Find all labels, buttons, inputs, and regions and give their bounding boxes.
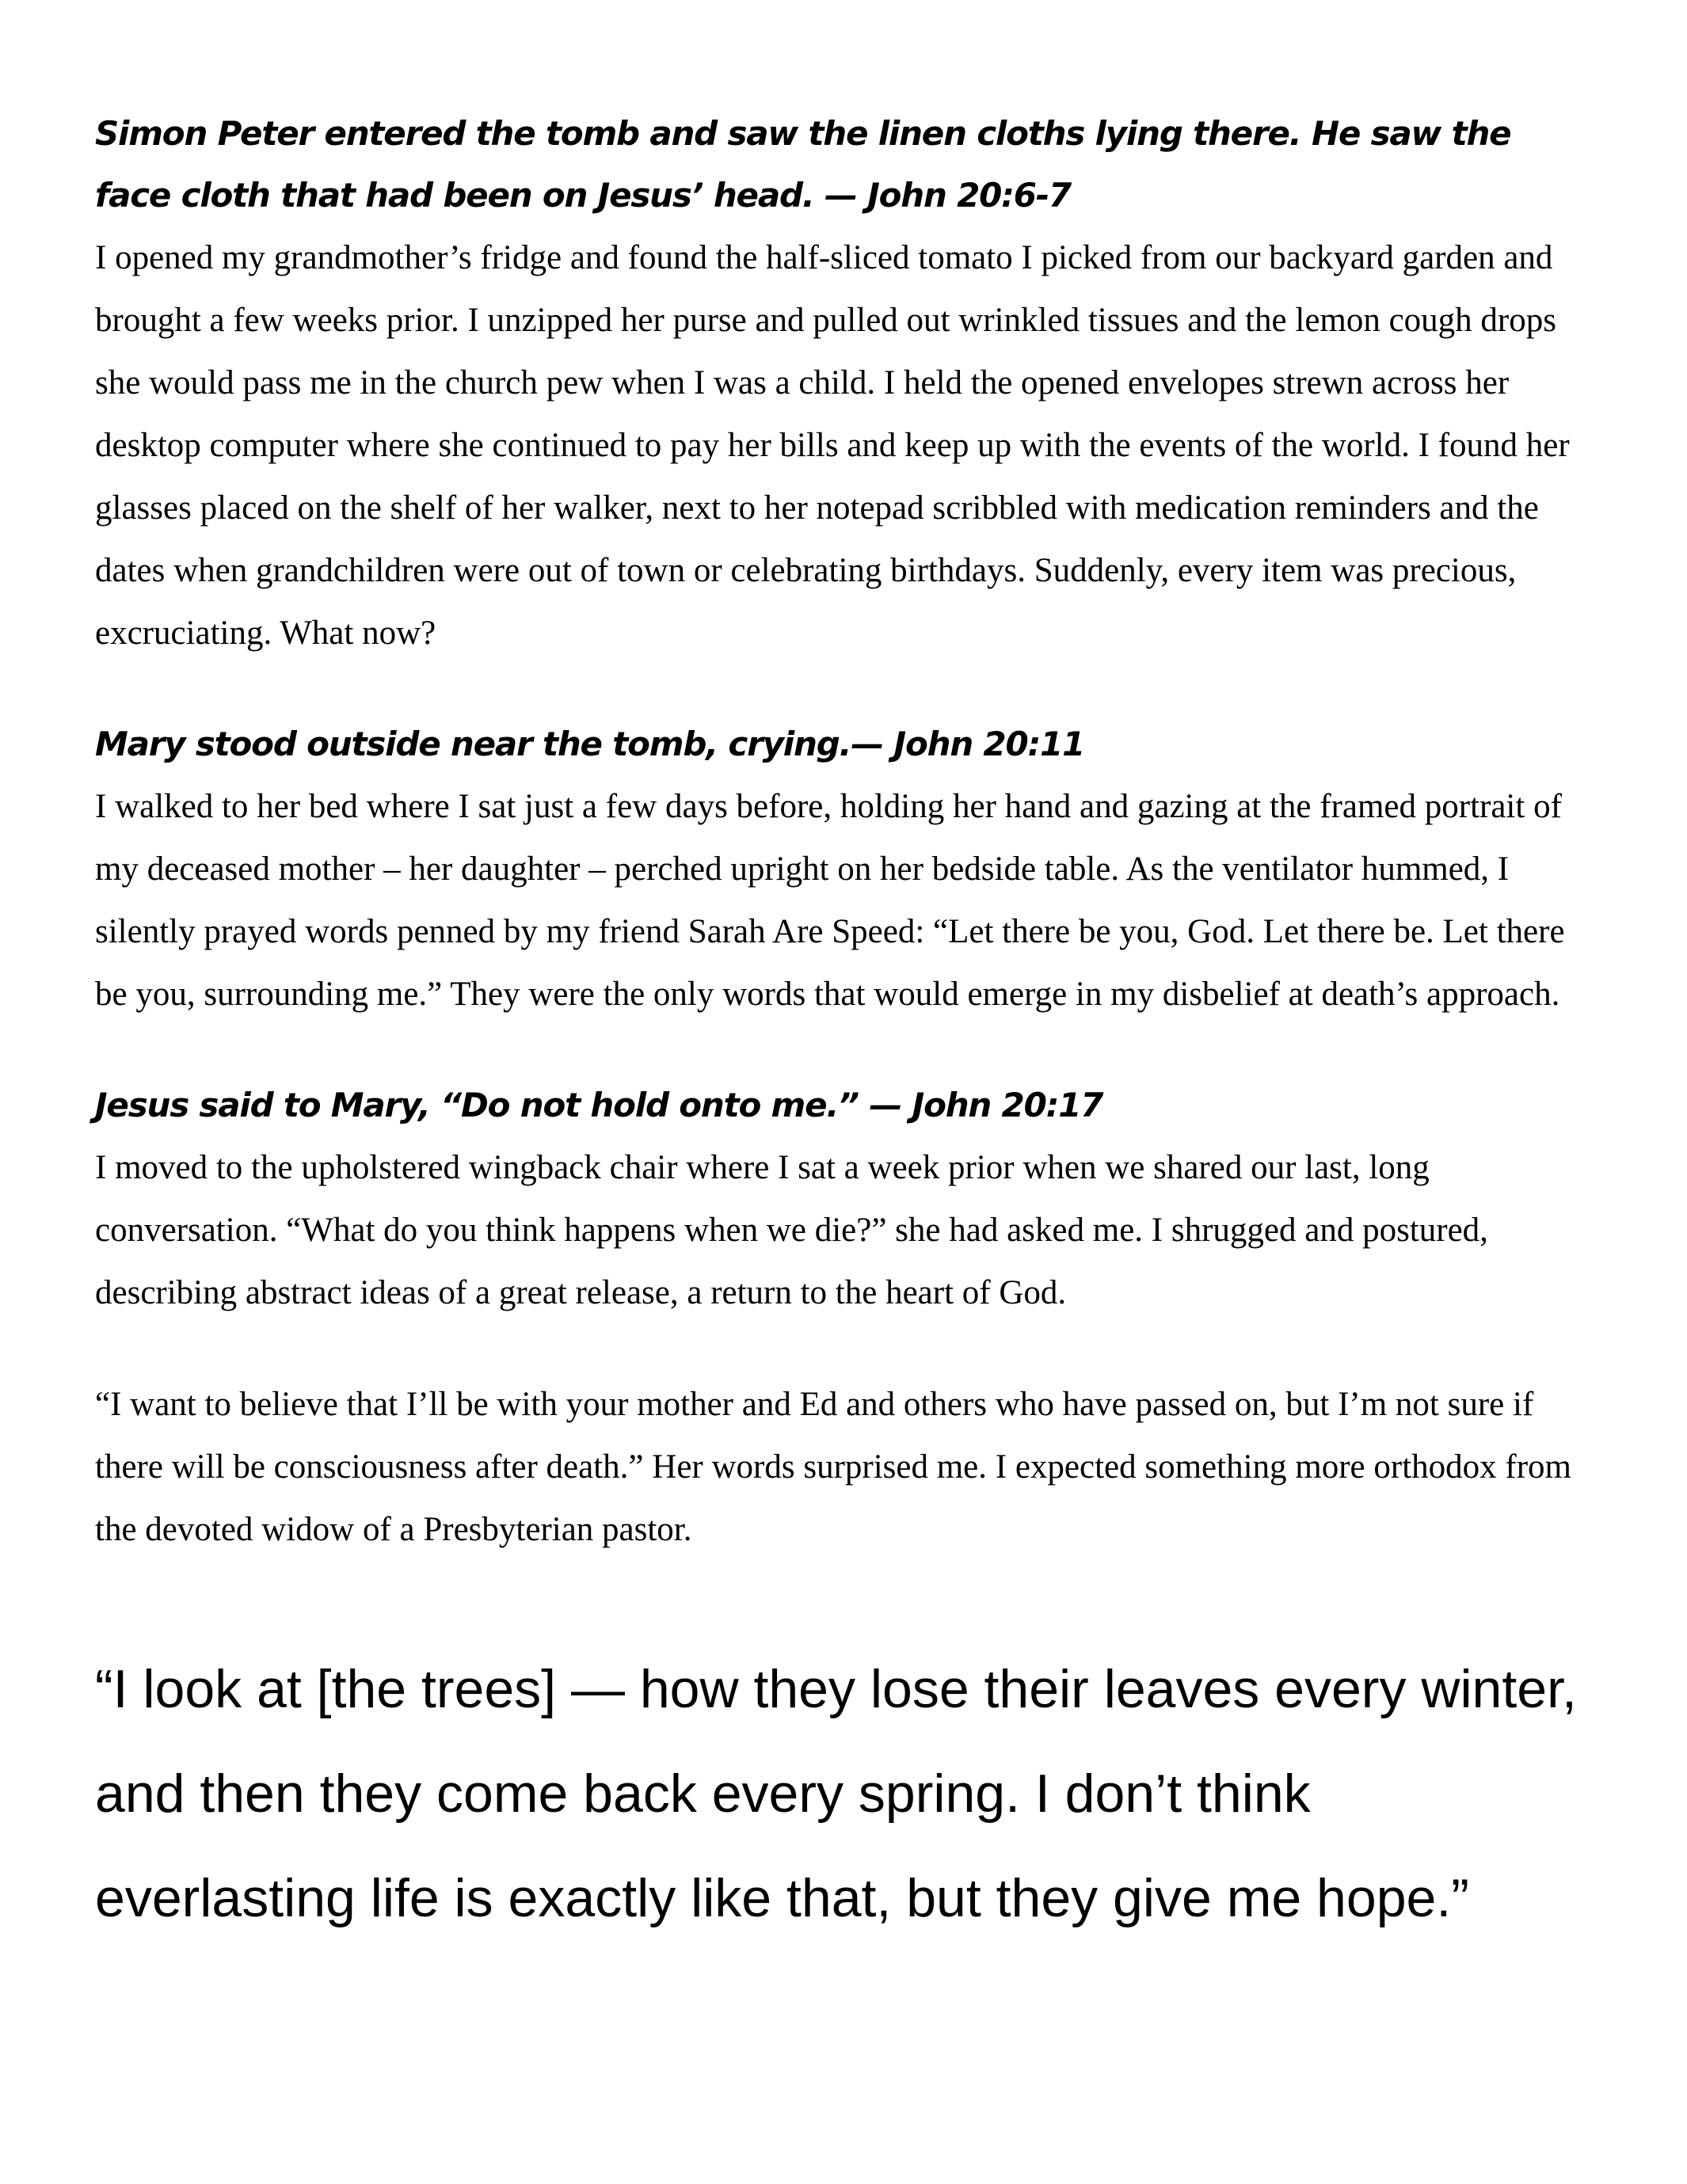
scripture-heading: Jesus said to Mary, “Do not hold onto me.” — John 20:17 [95, 1086, 1103, 1124]
scripture-heading: Mary stood outside near the tomb, crying.— John 20:11 [95, 725, 1085, 763]
body-paragraph: I opened my grandmother’s fridge and found the half-sliced tomato I picked from our backyard garden and brought a few weeks prior. I unzipped her purse and pulled out wrinkled tissues and the lemon cough drops she would pass me in the church pew when I was a child. I held the opened envelopes strewn across her desktop computer where she continued to pay her bills and keep up with the events of the world. I found her glasses placed on the shelf of her walker, next to her notepad scribbled with medication reminders and the dates when grandchildren were out of town or celebrating birthdays. Suddenly, every item was precious, excruciating. What now? [95, 239, 1570, 652]
section-john-20-17 [95, 1075, 1592, 1561]
document-page [95, 103, 1592, 1950]
scripture-heading: Simon Peter entered the tomb and saw the linen cloths lying there. He saw the face cloth that had been on Jesus’ head. — John 20:6-7 [95, 114, 1511, 215]
body-paragraph: I moved to the upholstered wingback chair where I sat a week prior when we shared our last, long conversation. “What do you think happens when we die?” she had asked me. I shrugged and postured, describing abstract ideas of a great release, a return to the heart of God. [95, 1149, 1488, 1311]
section-john-20-6-7 [95, 103, 1592, 664]
body-paragraph: I walked to her bed where I sat just a few days before, holding her hand and gazing at the framed portrait of my deceased mother – her daughter – perched upright on her bedside table. As the ventilator hummed, I silently prayed words penned by my friend Sarah Are Speed: “Let there be you, God. Let there be. Let there be you, surrounding me.” They were the only words that would emerge in my disbelief at death’s approach. [95, 788, 1565, 1013]
body-paragraph: “I want to believe that I’ll be with your mother and Ed and others who have passed on, but I’m not sure if there will be consciousness after death.” Her words surprised me. I expected something more orthodox from the devoted widow of a Presbyterian pastor. [95, 1386, 1571, 1548]
section-john-20-11 [95, 713, 1592, 1025]
pull-quote: “I look at [the trees] — how they lose their leaves every winter, and then they come back every spring. I don’t think everlasting life is exactly like that, but they give me hope.” [95, 1659, 1577, 1928]
